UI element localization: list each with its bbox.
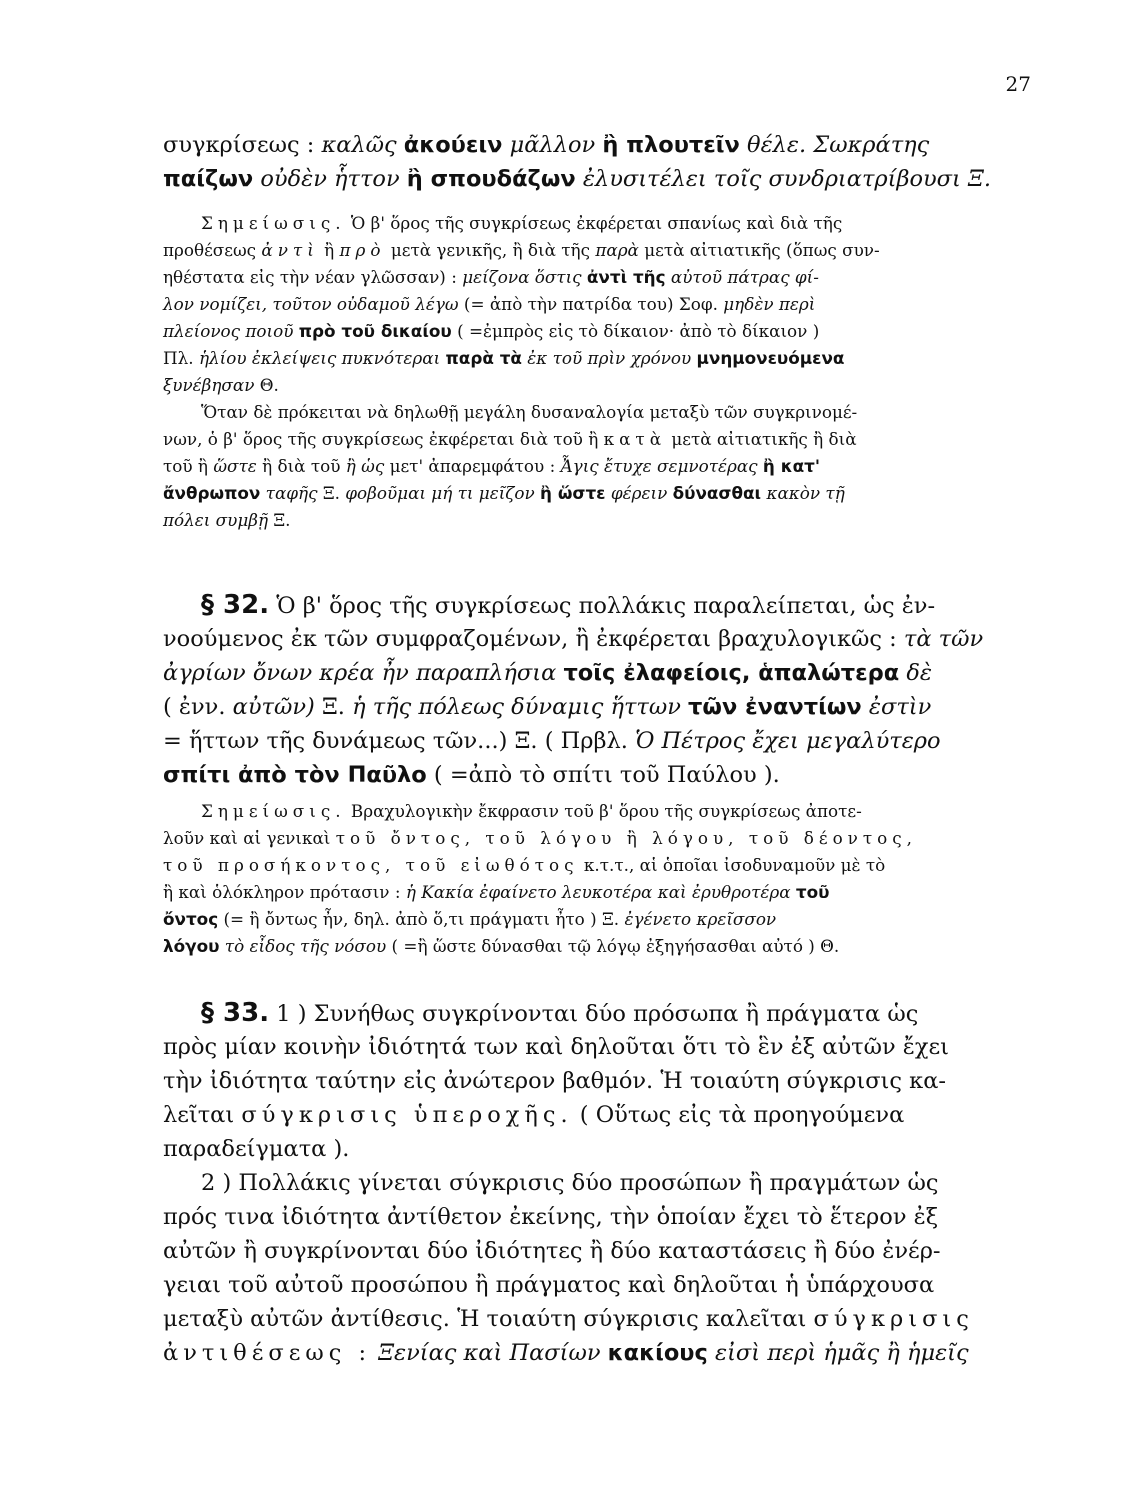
text-segment: Ξ. xyxy=(317,483,346,503)
text-segment: ἢ κατ' xyxy=(762,456,821,476)
text-segment: ἀντὶ xyxy=(261,240,319,260)
text-segment: ἡλίου ἐκλείψεις πυκνότεραι xyxy=(198,348,446,368)
text-segment: λον νομίζει, τοῦτον οὐδαμοῦ λέγω xyxy=(163,294,459,314)
text-segment: Ὁ Πέτρος ἔχει μεγαλύτερο xyxy=(635,728,941,754)
text-line xyxy=(163,237,1033,264)
text-line xyxy=(163,933,1033,960)
text-segment: ἐστὶν xyxy=(861,694,932,720)
text-line xyxy=(163,1268,1033,1302)
text-segment: ἐλυσιτέλει τοῖς συνδριατρίβουσι Ξ. xyxy=(575,166,991,192)
text-line xyxy=(163,291,1033,318)
text-line xyxy=(163,825,1033,852)
text-line xyxy=(163,1200,1033,1234)
text-line xyxy=(163,345,1033,372)
text-line xyxy=(163,128,1033,162)
text-segment: φοβοῦμαι μή τι μεῖζον xyxy=(345,483,541,503)
text-segment: πόλει συμβῇ xyxy=(163,510,269,530)
text-line xyxy=(163,1064,1033,1098)
text-segment: αὐτῶν) xyxy=(232,694,315,720)
text-segment: ἢ σπουδάζων xyxy=(406,166,576,192)
text-line xyxy=(163,906,1033,933)
text-segment: τοῖς ἐλαφείοις, ἁπαλώτερα xyxy=(563,660,900,686)
text-segment: ἢ διὰ τοῦ xyxy=(256,456,346,476)
text-segment: νοούμενος ἐκ τῶν συμφραζομένων, ἢ ἐκφέρεται βραχυλογικῶς : xyxy=(163,626,904,652)
text-segment: προθέσεως xyxy=(163,240,262,260)
text-line xyxy=(163,1336,1033,1370)
text-line xyxy=(163,879,1033,906)
text-segment: Σημείωσις. xyxy=(201,213,346,233)
text-segment: λεῖται xyxy=(163,1102,242,1128)
text-segment: εἰσὶ περὶ ἡμᾶς ἢ ἡμεῖς xyxy=(707,1340,969,1366)
text-line xyxy=(163,622,1033,656)
text-segment: τῶν ἐναντίων xyxy=(688,694,862,720)
text-segment: παραδείγματα ). xyxy=(163,1136,350,1162)
text-segment: ( Οὕτως εἰς τὰ προηγούμενα xyxy=(572,1102,905,1128)
text-segment: κατὰ xyxy=(603,429,667,449)
text-segment: σύγκρισις ὑπεροχῆς. xyxy=(241,1102,573,1128)
text-line xyxy=(163,758,1033,792)
text-line xyxy=(163,852,1033,879)
text-segment: ( ἐνν. xyxy=(163,694,233,720)
text-segment: πρὸ xyxy=(339,240,386,260)
text-segment: πρός τινα ἰδιότητα ἀντίθετον ἐκείνης, τὴν ὁποίαν ἔχει τὸ ἕτερον ἐξ xyxy=(163,1204,939,1230)
text-segment: δύνασθαι xyxy=(672,483,762,503)
note-paragraph-1 xyxy=(163,210,1033,534)
section-32 xyxy=(163,588,1033,792)
text-segment: ἐκ τοῦ πρὶν χρόνου xyxy=(521,348,697,368)
text-segment: οὐδὲν ἧττον xyxy=(253,166,407,192)
text-segment: μετὰ αἰτιατικῆς ἢ διὰ xyxy=(666,429,857,449)
text-segment: μετὰ αἰτιατικῆς (ὅπως συν- xyxy=(638,240,880,260)
text-segment: Ξ. xyxy=(268,510,291,530)
text-segment: 2 ) Πολλάκις γίνεται σύγκρισις δύο προσώπων ἢ πραγμάτων ὡς xyxy=(201,1170,939,1196)
text-segment: τοῦ xyxy=(795,882,830,902)
text-line xyxy=(163,264,1033,291)
text-segment: ἐγένετο κρεῖσσον xyxy=(624,909,777,929)
text-line xyxy=(163,798,1033,825)
text-segment: σπίτι ἀπὸ τὸν Παῦλο xyxy=(163,762,427,788)
text-segment: § 32. xyxy=(201,590,270,620)
text-segment: ἢ xyxy=(318,240,340,260)
text-segment: ἢ πλουτεῖν xyxy=(602,132,740,158)
text-segment: Ὅταν δὲ πρόκειται νὰ δηλωθῇ μεγάλη δυσαναλογία μεταξὺ τῶν συγκρινομέ- xyxy=(201,402,858,422)
text-segment: ὄντος xyxy=(163,909,219,929)
text-segment: θέλε. Σωκράτης xyxy=(739,132,930,158)
text-segment: Σημείωσις. xyxy=(201,801,346,821)
text-segment: μνημονευόμενα xyxy=(696,348,845,368)
text-segment: Ξενίας καὶ Πασίων xyxy=(371,1340,608,1366)
text-segment: Ὁ β' ὅρος τῆς συγκρίσεως ἐκφέρεται σπανίως καὶ διὰ τῆς xyxy=(345,213,843,233)
text-segment: ἄνθρωπον xyxy=(163,483,261,503)
text-segment: σύγκρισις xyxy=(813,1306,974,1332)
text-segment: τοῦ ἢ xyxy=(163,456,214,476)
text-segment: ἀντὶ τῆς xyxy=(586,267,666,287)
text-segment: νων, ὁ β' ὅρος τῆς συγκρίσεως ἐκφέρεται διὰ τοῦ ἢ xyxy=(163,429,604,449)
text-segment: τοῦ ὄντος, τοῦ λόγου ἢ λόγου, τοῦ δέοντος, xyxy=(335,828,917,848)
text-segment: λοῦν καὶ αἱ γενικαὶ xyxy=(163,828,336,848)
text-line xyxy=(163,1030,1033,1064)
intro-paragraph xyxy=(163,128,1033,196)
text-segment: ( =ἀπὸ τὸ σπίτι τοῦ Παύλου ). xyxy=(426,762,780,788)
text-line xyxy=(163,1302,1033,1336)
text-segment: τὸ εἶδος τῆς νόσου xyxy=(219,936,387,956)
text-line xyxy=(163,656,1033,690)
text-segment: ἢ ὥστε xyxy=(540,483,606,503)
text-segment: τὰ τῶν xyxy=(903,626,984,652)
text-segment: μετὰ γενικῆς, ἢ διὰ τῆς xyxy=(385,240,596,260)
text-line xyxy=(163,507,1033,534)
text-line xyxy=(163,588,1033,622)
section-33 xyxy=(163,996,1033,1370)
text-segment: ὥστε xyxy=(213,456,257,476)
text-segment: ( =ἐμπρὸς εἰς τὸ δίκαιον· ἀπὸ τὸ δίκαιον ) xyxy=(451,321,820,341)
text-segment: ἢ ὡς xyxy=(345,456,385,476)
text-segment: ἀκούειν xyxy=(403,132,503,158)
text-segment: ἀγρίων ὄνων κρέα ἦν παραπλήσια xyxy=(163,660,564,686)
text-line xyxy=(163,210,1033,237)
text-line xyxy=(163,162,1033,196)
text-segment: μεταξὺ αὐτῶν ἀντίθεσις. Ἡ τοιαύτη σύγκρισις καλεῖται xyxy=(163,1306,814,1332)
text-line xyxy=(163,1098,1033,1132)
text-line xyxy=(163,426,1033,453)
text-line xyxy=(163,399,1033,426)
text-segment: Ὁ β' ὅρος τῆς συγκρίσεως πολλάκις παραλείπεται, ὡς ἐν- xyxy=(269,593,936,619)
text-segment: ἡ Κακία ἐφαίνετο λευκοτέρα καὶ ἐρυθροτέρα xyxy=(405,882,796,902)
text-segment: Θ. xyxy=(254,375,279,395)
text-line xyxy=(163,1132,1033,1166)
text-segment: § 33. xyxy=(201,998,270,1028)
text-line xyxy=(163,996,1033,1030)
text-line xyxy=(163,1234,1033,1268)
text-segment: τὴν ἰδιότητα ταύτην εἰς ἀνώτερον βαθμόν. Ἡ τοιαύτη σύγκρισις κα- xyxy=(163,1068,946,1094)
text-segment: (= ἀπὸ τὴν πατρίδα του) Σοφ. xyxy=(458,294,724,314)
text-segment: καλῶς xyxy=(321,132,404,158)
text-segment: πλείονος ποιοῦ xyxy=(163,321,299,341)
text-segment: ξυνέβησαν xyxy=(163,375,255,395)
text-segment: λόγου xyxy=(163,936,220,956)
text-segment: γειαι τοῦ αὐτοῦ προσώπου ἢ πράγματος καὶ δηλοῦται ἡ ὑπάρχουσα xyxy=(163,1272,935,1298)
note-paragraph-2 xyxy=(163,798,1033,960)
text-segment: αὐτῶν ἢ συγκρίνονται δύο ἰδιότητες ἢ δύο καταστάσεις ἢ δύο ἐνέρ- xyxy=(163,1238,941,1264)
text-segment: πρὸς μίαν κοινὴν ἰδιότητά των καὶ δηλοῦται ὅτι τὸ ἓν ἐξ αὐτῶν ἔχει xyxy=(163,1034,949,1060)
text-segment: κακὸν τῇ xyxy=(761,483,845,503)
text-segment: = ἥττων τῆς δυνάμεως τῶν...) Ξ. ( Πρβλ. xyxy=(163,728,636,754)
text-line xyxy=(163,690,1033,724)
text-line xyxy=(163,724,1033,758)
page-number: 27 xyxy=(1005,72,1031,96)
text-segment: Βραχυλογικὴν ἔκφρασιν τοῦ β' ὅρου τῆς συγκρίσεως ἀποτε- xyxy=(345,801,862,821)
text-segment: φέρειν xyxy=(605,483,673,503)
text-segment: Ἆγις ἔτυχε σεμνοτέρας xyxy=(560,456,763,476)
text-segment: μείζονα ὅστις xyxy=(462,267,587,287)
text-line xyxy=(163,372,1033,399)
text-segment: πρὸ τοῦ δικαίου xyxy=(298,321,452,341)
text-segment: ( =ἢ ὥστε δύνασθαι τῷ λόγῳ ἐξηγήσασθαι αὐτό ) Θ. xyxy=(386,936,840,956)
text-line xyxy=(163,453,1033,480)
text-segment: ἢ καὶ ὁλόκληρον πρότασιν : xyxy=(163,882,406,902)
text-segment: συγκρίσεως : xyxy=(163,132,322,158)
text-line xyxy=(163,480,1033,507)
text-segment: Πλ. xyxy=(163,348,199,368)
text-segment: μᾶλλον xyxy=(502,132,603,158)
text-segment: παρὰ xyxy=(595,240,639,260)
text-segment: ταφῆς xyxy=(260,483,318,503)
text-segment: μετ' ἀπαρεμφάτου : xyxy=(384,456,561,476)
text-segment: παίζων xyxy=(163,166,254,192)
text-segment: (= ἢ ὄντως ἦν, δηλ. ἀπὸ ὅ,τι πράγματι ἦτο ) Ξ. xyxy=(218,909,625,929)
text-segment: ηθέστατα εἰς τὴν νέαν γλῶσσαν) : xyxy=(163,267,463,287)
text-segment: κακίους xyxy=(607,1340,708,1366)
text-segment: ἀντιθέσεως : xyxy=(163,1340,372,1366)
text-segment: μηδὲν περὶ xyxy=(723,294,816,314)
text-segment: ἡ τῆς πόλεως δύναμις ἥττων xyxy=(352,694,689,720)
text-segment: δὲ xyxy=(899,660,932,686)
text-line xyxy=(163,318,1033,345)
text-segment: παρὰ τὰ xyxy=(445,348,522,368)
text-segment: κ.τ.τ., αἱ ὁποῖαι ἰσοδυναμοῦν μὲ τὸ xyxy=(578,855,886,875)
text-segment: 1 ) Συνήθως συγκρίνονται δύο πρόσωπα ἢ πράγματα ὡς xyxy=(269,1001,919,1027)
text-segment: Ξ. xyxy=(314,694,353,720)
text-segment: αὐτοῦ πάτρας φί- xyxy=(665,267,819,287)
text-segment: τοῦ προσήκοντος, τοῦ εἰωθότος xyxy=(163,855,579,875)
text-line xyxy=(163,1166,1033,1200)
